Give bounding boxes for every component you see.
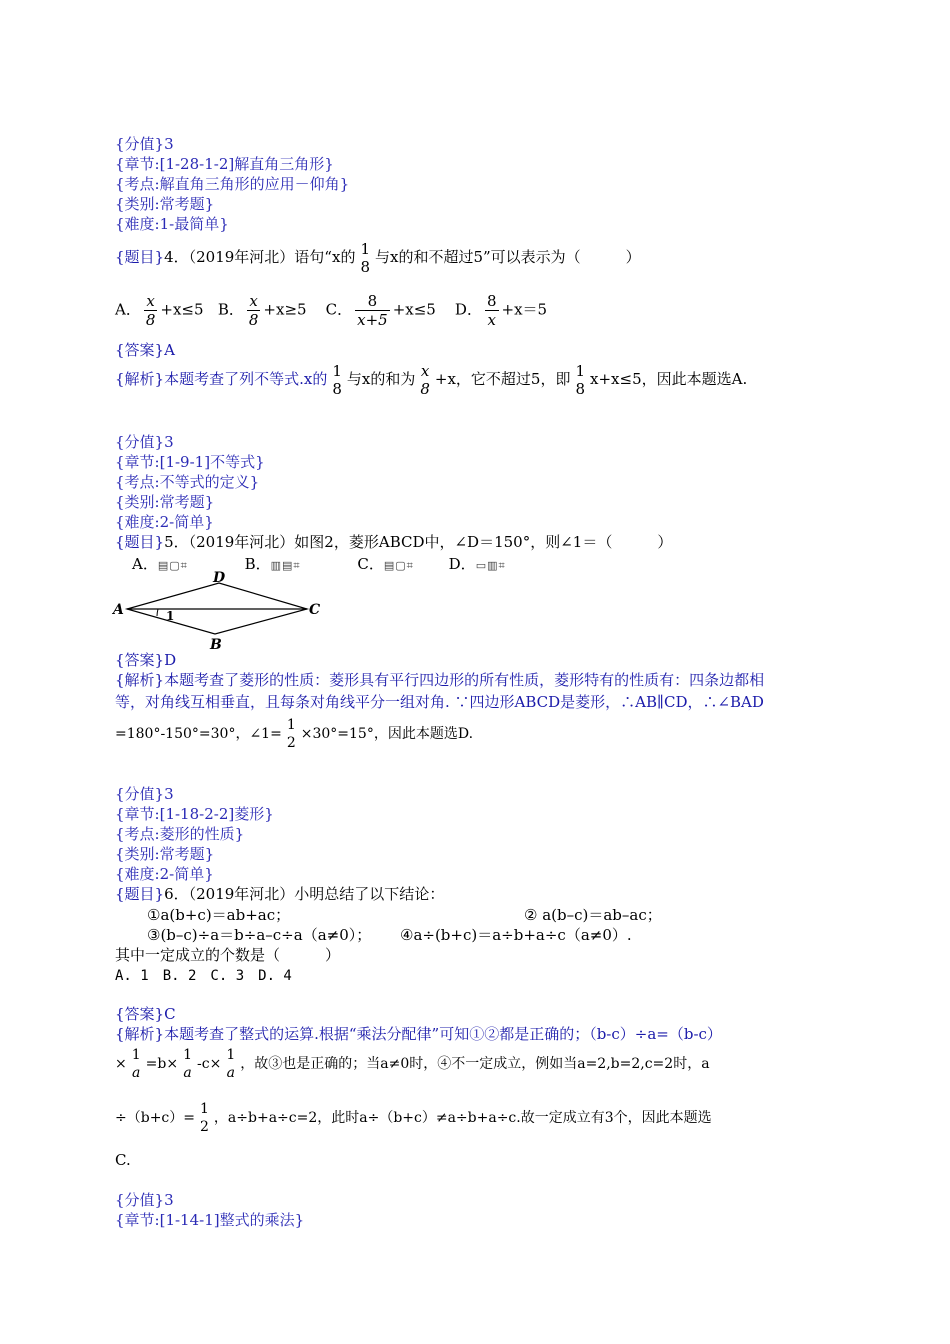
topic-line: {考点:不等式的定义} (115, 473, 260, 491)
option-b-label: B． (244, 555, 271, 573)
q5-text: 5．（2019年河北）如图2，菱形ABCD中，∠D＝150°，则∠1＝（ ） (164, 533, 673, 551)
score-line: {分值}3 (115, 135, 174, 153)
fraction (198, 1100, 211, 1136)
denominator: 8 (575, 380, 586, 398)
numerator: 1 (200, 1101, 209, 1117)
analysis-text: 等，对角线互相垂直，且每条对角线平分一组对角. ∵四边形ABCD是菱形，∴AB∥CD，∴∠BAD (115, 693, 764, 711)
q6-analysis-line3 (115, 1100, 712, 1136)
denominator: 8 (360, 258, 370, 276)
option-c-label: C． (357, 555, 384, 573)
numerator: 1 (131, 1047, 141, 1063)
fraction (418, 362, 432, 398)
fraction (130, 1046, 143, 1082)
option-a-label: A． (132, 555, 158, 573)
q4-options (115, 292, 547, 329)
fraction (330, 362, 344, 398)
analysis-text: ，a÷b+a÷c=2，此时a÷（b+c）≠a÷b+a÷c.故一定成立有3个，因此本题选 (213, 1110, 712, 1126)
answer-label: {答案} (115, 651, 165, 669)
q4-text-a: 4．（2019年河北）语句“x的 (164, 248, 356, 266)
answer-label: {答案} (115, 341, 165, 359)
answer-value: D (164, 651, 177, 669)
fraction (224, 1046, 237, 1082)
rhombus-figure (110, 570, 330, 652)
analysis-text: x+x≤5，因此本题选A. (590, 370, 748, 388)
denominator: 8 (145, 311, 156, 329)
analysis-text: =180°-150°=30°，∠1= (115, 726, 282, 742)
denominator: 8 (248, 311, 259, 329)
q4-stem (115, 240, 641, 276)
q4-answer (115, 340, 175, 360)
numerator: x (420, 362, 430, 380)
difficulty-line: {难度:1-最简单} (115, 215, 229, 233)
q5-analysis-line2 (115, 692, 764, 713)
vertex-label-c: C (309, 602, 321, 618)
denominator: 2 (286, 735, 296, 751)
analysis-text: 本题考查了列不等式.x的 (164, 370, 328, 388)
analysis-text: ×30°=15°，因此本题选D. (300, 726, 474, 742)
difficulty-line: {难度:2-简单} (115, 865, 214, 883)
difficulty-line: {难度:2-简单} (115, 513, 214, 531)
denominator: 2 (200, 1119, 209, 1135)
numerator: 1 (575, 362, 586, 380)
question-label: {题目} (115, 533, 165, 551)
option-a-label: A． (115, 300, 141, 319)
option-b-label: B． (217, 300, 244, 319)
chapter-line: {章节:[1-14-1]整式的乘法} (115, 1211, 305, 1229)
fraction (247, 292, 261, 329)
analysis-text: 本题考查了整式的运算.根据“乘法分配律”可知①②都是正确的；（b-c）÷a=（b-c） (164, 1025, 722, 1043)
analysis-label: {解析} (115, 671, 165, 689)
option-a-image-icon: ▤▢⌗ (157, 559, 188, 572)
q6-analysis-line2 (115, 1046, 710, 1082)
option-c-label: C． (325, 300, 353, 319)
denominator: a (226, 1065, 235, 1081)
question-label: {题目} (115, 885, 165, 903)
option-a-text: +x≤5 (160, 300, 204, 319)
numerator: 1 (286, 717, 296, 733)
numerator: 1 (226, 1047, 236, 1063)
q5-stem (115, 532, 672, 552)
denominator: a (132, 1065, 141, 1081)
q5-analysis-line3 (115, 716, 473, 752)
analysis-text: 本题考查了菱形的性质：菱形具有平行四边形的所有性质，菱形特有的性质有：四条边都相 (164, 671, 765, 689)
denominator: x+5 (357, 311, 388, 329)
answer-value: C (164, 1005, 176, 1023)
fraction (144, 292, 158, 329)
fraction (485, 292, 499, 329)
q6-answer (115, 1004, 176, 1024)
category-line: {类别:常考题} (115, 195, 215, 213)
chapter-line: {章节:[1-28-1-2]解直角三角形} (115, 155, 334, 173)
q6-stem (115, 884, 444, 904)
category-line: {类别:常考题} (115, 845, 215, 863)
option-c-image-icon: ▤▢⌗ (383, 559, 414, 572)
conclusion-3: ③(b–c)÷a＝b÷a–c÷a（a≠0）； (147, 926, 372, 944)
numerator: 1 (332, 362, 342, 380)
option-d-label: D． (454, 300, 482, 319)
conclusion-4: ④a÷(b+c)＝a÷b+a÷c（a≠0）. (400, 926, 632, 944)
analysis-text: +x，它不超过5，即 (434, 370, 571, 388)
score-line: {分值}3 (115, 785, 174, 803)
vertex-label-a: A (113, 602, 124, 618)
denominator: 8 (332, 380, 342, 398)
numerator: 8 (355, 292, 390, 311)
numerator: x (144, 292, 158, 311)
chapter-line: {章节:[1-9-1]不等式} (115, 453, 265, 471)
denominator: a (183, 1065, 192, 1081)
denominator: x (487, 311, 496, 329)
topic-line: {考点:解直角三角形的应用－仰角} (115, 175, 350, 193)
option-b-image-icon: ▥▤⌗ (270, 559, 301, 572)
score-line: {分值}3 (115, 433, 174, 451)
numerator: x (247, 292, 261, 311)
analysis-text: 与x的和为 (346, 370, 416, 388)
option-b-text: +x≥5 (263, 300, 307, 319)
q6-analysis-line1 (115, 1024, 722, 1044)
analysis-text: × (115, 1056, 127, 1072)
analysis-text: =b× (145, 1056, 179, 1072)
question-label: {题目} (115, 248, 165, 266)
score-line: {分值}3 (115, 1191, 174, 1209)
vertex-label-b: B (210, 637, 222, 652)
q5-answer (115, 650, 176, 670)
conclusion-2: ② a(b–c)＝ab–ac； (524, 906, 662, 924)
fraction (358, 240, 372, 276)
q4-analysis (115, 362, 747, 398)
fraction (573, 362, 587, 398)
option-c-text: +x≤5 (392, 300, 436, 319)
option-d-label: D． (448, 555, 476, 573)
fraction (355, 292, 390, 329)
analysis-text: ，故③也是正确的；当a≠0时，④不一定成立，例如当a=2,b=2,c=2时，a (240, 1056, 710, 1072)
option-d-text: +x＝5 (501, 300, 548, 319)
fraction (285, 716, 298, 752)
denominator: 8 (420, 380, 430, 398)
q6-options: A. 1 B. 2 C. 3 D. 4 (115, 968, 292, 984)
q6-text: 6．（2019年河北）小明总结了以下结论： (164, 885, 445, 903)
option-d-image-icon: ▭▥⌗ (475, 559, 506, 572)
q5-analysis-line1 (115, 670, 764, 690)
answer-label: {答案} (115, 1005, 165, 1023)
numerator: 8 (486, 292, 497, 310)
q6-analysis-line4: C. (115, 1151, 131, 1169)
numerator: 1 (360, 240, 370, 258)
topic-line: {考点:菱形的性质} (115, 825, 245, 843)
angle-label-1: 1 (166, 609, 175, 623)
analysis-label: {解析} (115, 370, 165, 388)
category-line: {类别:常考题} (115, 493, 215, 511)
conclusion-1: ①a(b+c)＝ab+ac； (147, 906, 291, 924)
fraction (181, 1046, 194, 1082)
chapter-line: {章节:[1-18-2-2]菱形} (115, 805, 274, 823)
analysis-text: ÷（b+c）= (115, 1110, 195, 1126)
analysis-text: -c× (197, 1056, 222, 1072)
analysis-label: {解析} (115, 1025, 165, 1043)
numerator: 1 (183, 1047, 193, 1063)
q4-text-b: 与x的和不超过5”可以表示为（ ） (375, 248, 641, 266)
vertex-label-d: D (213, 570, 226, 586)
angle-1-arc (157, 609, 158, 616)
answer-value: A (164, 341, 175, 359)
q6-question: 其中一定成立的个数是（ ） (115, 946, 341, 964)
